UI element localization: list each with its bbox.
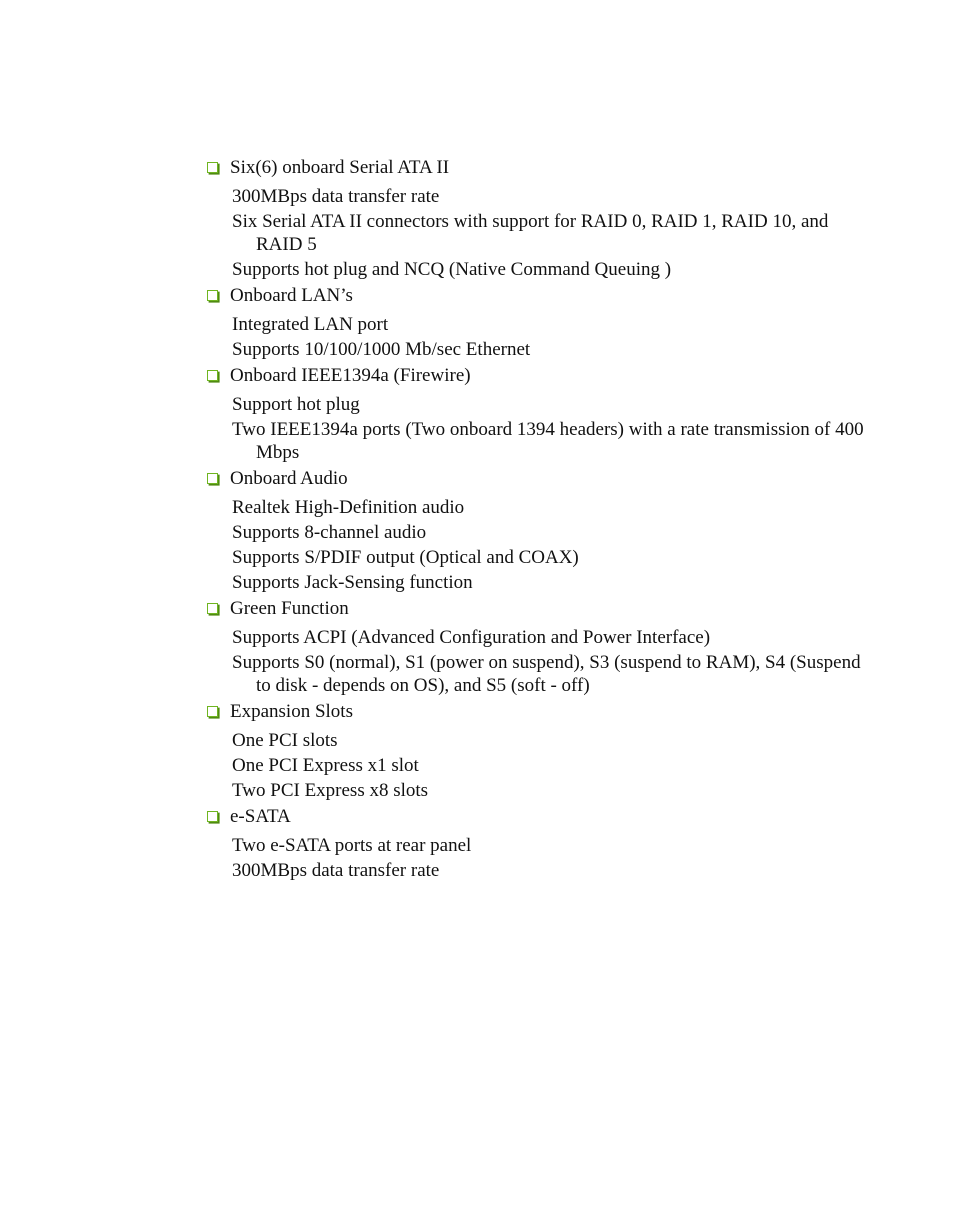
section-heading — [206, 156, 866, 180]
list-item: Supports S0 (normal), S1 (power on suspend), S3 (suspend to RAM), S4 (Suspend to disk - depends on OS), and S5 (soft - off) — [232, 652, 861, 696]
list-item: Integrated LAN port — [232, 314, 389, 335]
list-item: Two PCI Express x8 slots — [232, 780, 429, 801]
list-item: Two e-SATA ports at rear panel — [232, 835, 472, 856]
list-item: Six Serial ATA II connectors with support for RAID 0, RAID 1, RAID 10, and RAID 5 — [232, 211, 829, 255]
section-heading — [206, 467, 866, 491]
section-heading — [206, 364, 866, 388]
list-item: One PCI Express x1 slot — [232, 755, 419, 776]
section-heading-text: e-SATA — [230, 806, 291, 827]
list-item: Supports S/PDIF output (Optical and COAX) — [232, 547, 579, 568]
list-item: Support hot plug — [232, 394, 360, 415]
checkbox-icon — [207, 290, 218, 301]
section-heading — [206, 805, 866, 829]
list-item: Supports hot plug and NCQ (Native Command Queuing ) — [232, 259, 672, 280]
checkbox-icon — [207, 473, 218, 484]
list-item: Supports 8-channel audio — [232, 522, 427, 543]
checkbox-icon — [207, 811, 218, 822]
list-item: 300MBps data transfer rate — [232, 186, 440, 207]
section-esata — [206, 805, 866, 882]
checkbox-icon — [207, 162, 218, 173]
section-heading — [206, 284, 866, 308]
section-heading-text: Onboard IEEE1394a (Firewire) — [230, 365, 471, 386]
section-audio — [206, 467, 866, 594]
checkbox-icon — [207, 603, 218, 614]
list-item: Realtek High-Definition audio — [232, 497, 465, 518]
section-heading-text: Onboard LAN’s — [230, 285, 353, 306]
section-lan — [206, 284, 866, 361]
list-item: One PCI slots — [232, 730, 338, 751]
section-expansion-slots — [206, 700, 866, 802]
section-serial-ata — [206, 156, 866, 281]
checkbox-icon — [207, 706, 218, 717]
section-green-function — [206, 597, 866, 697]
spec-list — [206, 156, 866, 885]
checkbox-icon — [207, 370, 218, 381]
section-heading — [206, 597, 866, 621]
section-heading-text: Expansion Slots — [230, 701, 353, 722]
list-item: 300MBps data transfer rate — [232, 860, 440, 881]
list-item: Supports ACPI (Advanced Configuration and Power Interface) — [232, 627, 711, 648]
section-heading-text: Six(6) onboard Serial ATA II — [230, 157, 450, 178]
section-heading-text: Onboard Audio — [230, 468, 348, 489]
section-heading — [206, 700, 866, 724]
section-heading-text: Green Function — [230, 598, 349, 619]
list-item: Supports Jack-Sensing function — [232, 572, 473, 593]
list-item: Supports 10/100/1000 Mb/sec Ethernet — [232, 339, 531, 360]
list-item: Two IEEE1394a ports (Two onboard 1394 headers) with a rate transmission of 400 Mbps — [232, 419, 864, 463]
section-firewire — [206, 364, 866, 464]
